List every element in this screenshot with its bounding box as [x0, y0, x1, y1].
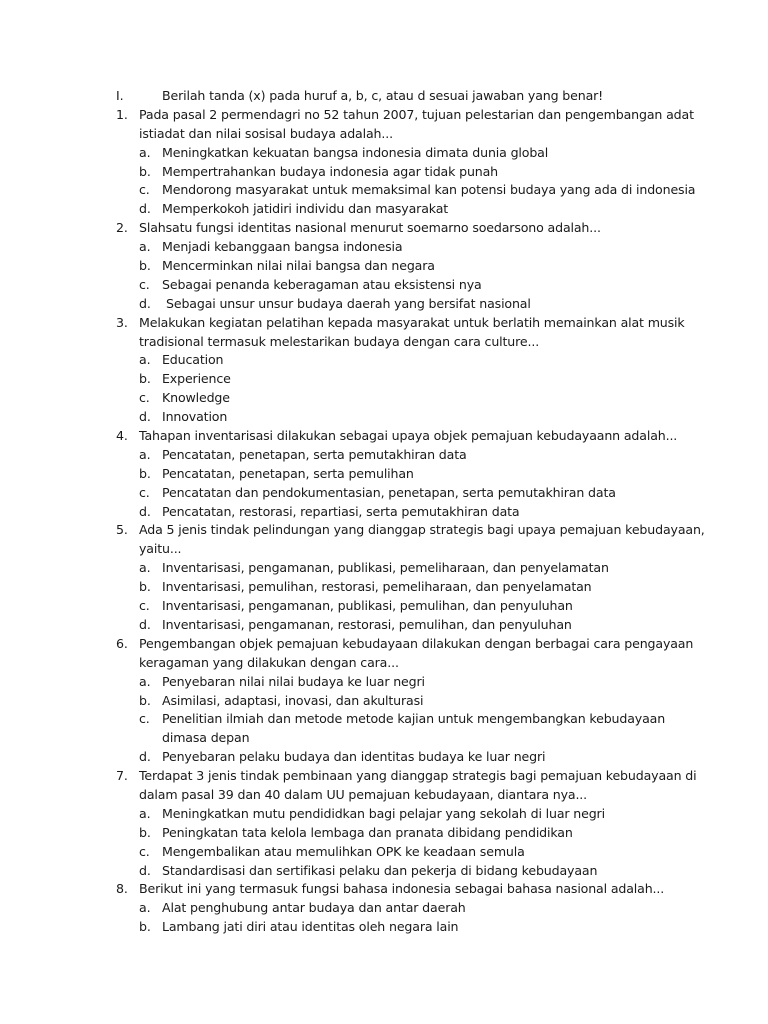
option-text: Inventarisasi, pemulihan, restorasi, pemeliharaan, dan penyelamatan	[162, 579, 592, 595]
answer-option	[0, 238, 768, 257]
option-letter: a.	[139, 900, 151, 916]
option-text: Mencerminkan nilai nilai bangsa dan negara	[162, 258, 435, 274]
answer-option	[0, 181, 768, 200]
option-letter: a.	[139, 352, 151, 368]
answer-option	[0, 578, 768, 597]
answer-option	[0, 295, 768, 314]
answer-option	[0, 748, 768, 767]
section-numeral: I.	[116, 88, 124, 103]
option-letter: a.	[139, 673, 151, 689]
question-text: yaitu...	[139, 541, 182, 557]
option-text: Mendorong masyarakat untuk memaksimal kan potensi budaya yang ada di indonesia	[162, 182, 696, 198]
option-text: Sebagai unsur unsur budaya daerah yang bersifat nasional	[166, 295, 531, 311]
option-letter: d.	[139, 201, 151, 217]
question-item	[0, 106, 768, 219]
option-letter: d.	[139, 295, 151, 311]
option-text: Penyebaran nilai nilai budaya ke luar negri	[162, 673, 425, 689]
question-text: Tahapan inventarisasi dilakukan sebagai upaya objek pemajuan kebudayaann adalah...	[139, 428, 678, 444]
option-text: Alat penghubung antar budaya dan antar daerah	[162, 900, 466, 916]
option-letter: b.	[139, 163, 151, 179]
option-letter: b.	[139, 824, 151, 840]
option-text: Inventarisasi, pengamanan, restorasi, pemulihan, dan penyuluhan	[162, 616, 572, 632]
answer-option	[0, 144, 768, 163]
option-text: Menjadi kebanggaan bangsa indonesia	[162, 239, 403, 255]
option-text: dimasa depan	[162, 730, 250, 746]
question-number: 2.	[116, 220, 128, 236]
answer-option	[0, 824, 768, 843]
answer-option	[0, 389, 768, 408]
question-line	[0, 125, 768, 144]
option-letter: d.	[139, 409, 151, 425]
option-text: Pencatatan, penetapan, serta pemulihan	[162, 465, 414, 481]
option-letter: b.	[139, 371, 151, 387]
option-letter: c.	[139, 598, 150, 614]
option-letter: b.	[139, 258, 151, 274]
option-letter: a.	[139, 805, 151, 821]
question-line	[0, 786, 768, 805]
option-letter: d.	[139, 749, 151, 765]
option-text: Asimilasi, adaptasi, inovasi, dan akulturasi	[162, 692, 424, 708]
answer-option	[0, 559, 768, 578]
question-item	[0, 314, 768, 427]
instruction-heading	[0, 87, 768, 106]
answer-option	[0, 918, 768, 937]
option-text: Knowledge	[162, 390, 230, 406]
question-text: istiadat dan nilai sosisal budaya adalah...	[139, 125, 393, 141]
option-text: Standardisasi dan sertifikasi pelaku dan pekerja di bidang kebudayaan	[162, 862, 598, 878]
question-number: 8.	[116, 881, 128, 897]
option-text: Inventarisasi, pengamanan, publikasi, pemeliharaan, dan penyelamatan	[162, 560, 609, 576]
question-text: Berikut ini yang termasuk fungsi bahasa indonesia sebagai bahasa nasional adalah...	[139, 881, 665, 897]
option-text: Pencatatan, restorasi, repartiasi, serta pemutakhiran data	[162, 503, 520, 519]
option-letter: c.	[139, 182, 150, 198]
option-text: Mempertrahankan budaya indonesia agar tidak punah	[162, 163, 499, 179]
answer-option	[0, 370, 768, 389]
option-letter: b.	[139, 919, 151, 935]
answer-option	[0, 446, 768, 465]
answer-option	[0, 484, 768, 503]
answer-option	[0, 163, 768, 182]
option-letter: d.	[139, 862, 151, 878]
option-text: Mengembalikan atau memulihkan OPK ke keadaan semula	[162, 843, 525, 859]
question-text: dalam pasal 39 dan 40 dalam UU pemajuan kebudayaan, diantara nya...	[139, 786, 588, 802]
question-line	[0, 314, 768, 333]
question-text: Slahsatu fungsi identitas nasional menurut soemarno soedarsono adalah...	[139, 220, 601, 236]
question-line	[0, 635, 768, 654]
option-letter: b.	[139, 692, 151, 708]
instruction-text: Berilah tanda (x) pada huruf a, b, c, atau d sesuai jawaban yang benar!	[162, 88, 604, 103]
question-text: Pada pasal 2 permendagri no 52 tahun 2007, tujuan pelestarian dan pengembangan adat	[139, 106, 694, 122]
question-number: 5.	[116, 522, 128, 538]
option-letter: b.	[139, 579, 151, 595]
question-line	[0, 333, 768, 352]
question-number: 3.	[116, 314, 128, 330]
answer-option	[0, 408, 768, 427]
question-item	[0, 767, 768, 880]
question-line	[0, 106, 768, 125]
answer-option	[0, 673, 768, 692]
answer-option	[0, 616, 768, 635]
answer-option	[0, 729, 768, 748]
question-number: 4.	[116, 428, 128, 444]
question-line	[0, 427, 768, 446]
answer-option	[0, 710, 768, 729]
question-item	[0, 427, 768, 521]
option-text: Innovation	[162, 409, 228, 425]
answer-option	[0, 276, 768, 295]
option-letter: c.	[139, 843, 150, 859]
answer-option	[0, 597, 768, 616]
question-line	[0, 767, 768, 786]
option-letter: a.	[139, 144, 151, 160]
question-text: keragaman yang dilakukan dengan cara...	[139, 654, 399, 670]
answer-option	[0, 843, 768, 862]
option-text: Sebagai penanda keberagaman atau eksistensi nya	[162, 276, 482, 292]
question-line	[0, 219, 768, 238]
option-text: Education	[162, 352, 224, 368]
question-text: tradisional termasuk melestarikan budaya dengan cara culture...	[139, 333, 540, 349]
option-letter: c.	[139, 711, 150, 727]
option-letter: d.	[139, 616, 151, 632]
answer-option	[0, 351, 768, 370]
question-item	[0, 880, 768, 937]
option-letter: b.	[139, 465, 151, 481]
answer-option	[0, 899, 768, 918]
answer-option	[0, 200, 768, 219]
question-item	[0, 635, 768, 767]
option-letter: a.	[139, 446, 151, 462]
option-letter: c.	[139, 390, 150, 406]
question-line	[0, 521, 768, 540]
answer-option	[0, 257, 768, 276]
option-letter: c.	[139, 484, 150, 500]
option-text: Meningkatkan kekuatan bangsa indonesia dimata dunia global	[162, 144, 549, 160]
answer-option	[0, 692, 768, 711]
option-letter: c.	[139, 276, 150, 292]
question-line	[0, 880, 768, 899]
question-number: 6.	[116, 635, 128, 651]
question-text: Terdapat 3 jenis tindak pembinaan yang dianggap strategis bagi pemajuan kebudayaan di	[139, 768, 697, 784]
option-letter: a.	[139, 560, 151, 576]
answer-option	[0, 862, 768, 881]
question-line	[0, 540, 768, 559]
option-text: Memperkokoh jatidiri individu dan masyarakat	[162, 201, 449, 217]
question-number: 7.	[116, 768, 128, 784]
option-text: Lambang jati diri atau identitas oleh negara lain	[162, 919, 459, 935]
answer-option	[0, 465, 768, 484]
option-text: Peningkatan tata kelola lembaga dan pranata dibidang pendidikan	[162, 824, 573, 840]
option-text: Pencatatan dan pendokumentasian, penetapan, serta pemutakhiran data	[162, 484, 616, 500]
question-number: 1.	[116, 106, 128, 122]
question-text: Melakukan kegiatan pelatihan kepada masyarakat untuk berlatih memainkan alat musik	[139, 314, 685, 330]
option-letter: a.	[139, 239, 151, 255]
option-text: Meningkatkan mutu pendididkan bagi pelajar yang sekolah di luar negri	[162, 805, 605, 821]
option-letter: d.	[139, 503, 151, 519]
question-line	[0, 654, 768, 673]
option-text: Inventarisasi, pengamanan, publikasi, pemulihan, dan penyuluhan	[162, 598, 573, 614]
option-text: Experience	[162, 371, 231, 387]
option-text: Penyebaran pelaku budaya dan identitas budaya ke luar negri	[162, 749, 546, 765]
option-text: Pencatatan, penetapan, serta pemutakhiran data	[162, 446, 467, 462]
question-item	[0, 521, 768, 634]
question-item	[0, 219, 768, 313]
option-text: Penelitian ilmiah dan metode metode kajian untuk mengembangkan kebudayaan	[162, 711, 666, 727]
answer-option	[0, 805, 768, 824]
question-text: Pengembangan objek pemajuan kebudayaan dilakukan dengan berbagai cara pengayaan	[139, 635, 694, 651]
answer-option	[0, 503, 768, 522]
document-page	[0, 87, 768, 937]
question-text: Ada 5 jenis tindak pelindungan yang dianggap strategis bagi upaya pemajuan kebudayaan,	[139, 522, 705, 538]
question-list	[0, 106, 768, 937]
